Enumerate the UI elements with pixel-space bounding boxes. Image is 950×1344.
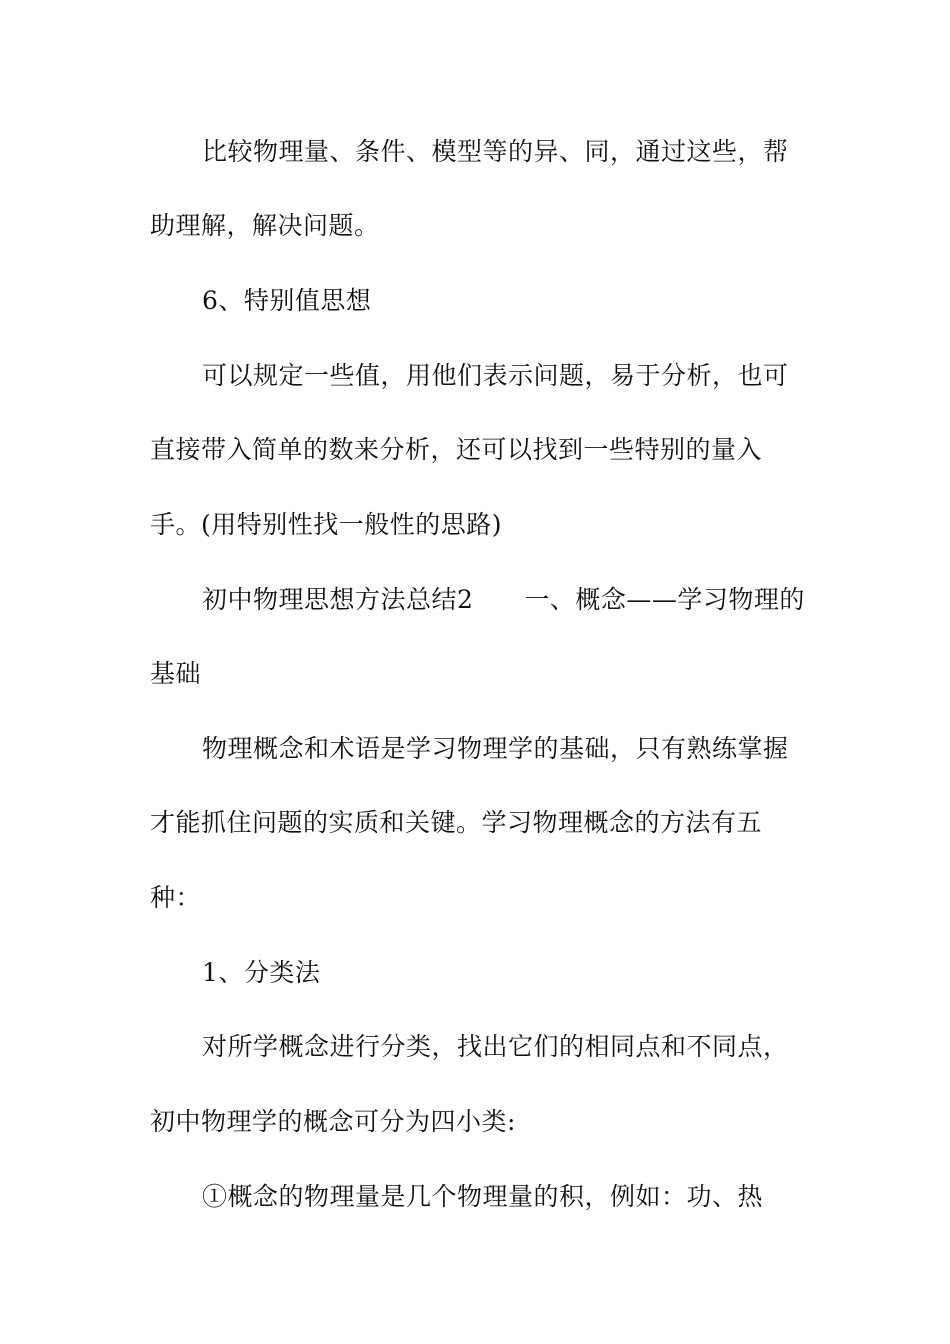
document-title-line: 初中物理思想方法总结2 一、概念——学习物理的 — [202, 585, 805, 614]
paragraph-line: 比较物理量、条件、模型等的异、同，通过这些，帮 — [202, 137, 789, 166]
section-heading: 6、特别值思想 — [202, 286, 372, 315]
paragraph-line: 基础 — [150, 659, 202, 688]
paragraph-line: 直接带入简单的数来分析，还可以找到一些特别的量入 — [150, 435, 763, 464]
paragraph-line: ①概念的物理量是几个物理量的积，例如：功、热 — [202, 1182, 764, 1211]
paragraph-line: 对所学概念进行分类，找出它们的相同点和不同点， — [202, 1032, 789, 1061]
paragraph-line: 种： — [150, 883, 202, 912]
paragraph-line: 手。(用特别性找一般性的思路) — [150, 510, 503, 539]
paragraph-line: 物理概念和术语是学习物理学的基础，只有熟练掌握 — [202, 734, 789, 763]
paragraph-line: 初中物理学的概念可分为四小类: — [150, 1107, 516, 1136]
paragraph-line: 才能抓住问题的实质和关键。学习物理概念的方法有五 — [150, 808, 763, 837]
paragraph-line: 助理解，解决问题。 — [150, 211, 380, 240]
section-heading: 1、分类法 — [202, 958, 321, 987]
paragraph-line: 可以规定一些值，用他们表示问题，易于分析，也可 — [202, 361, 789, 390]
